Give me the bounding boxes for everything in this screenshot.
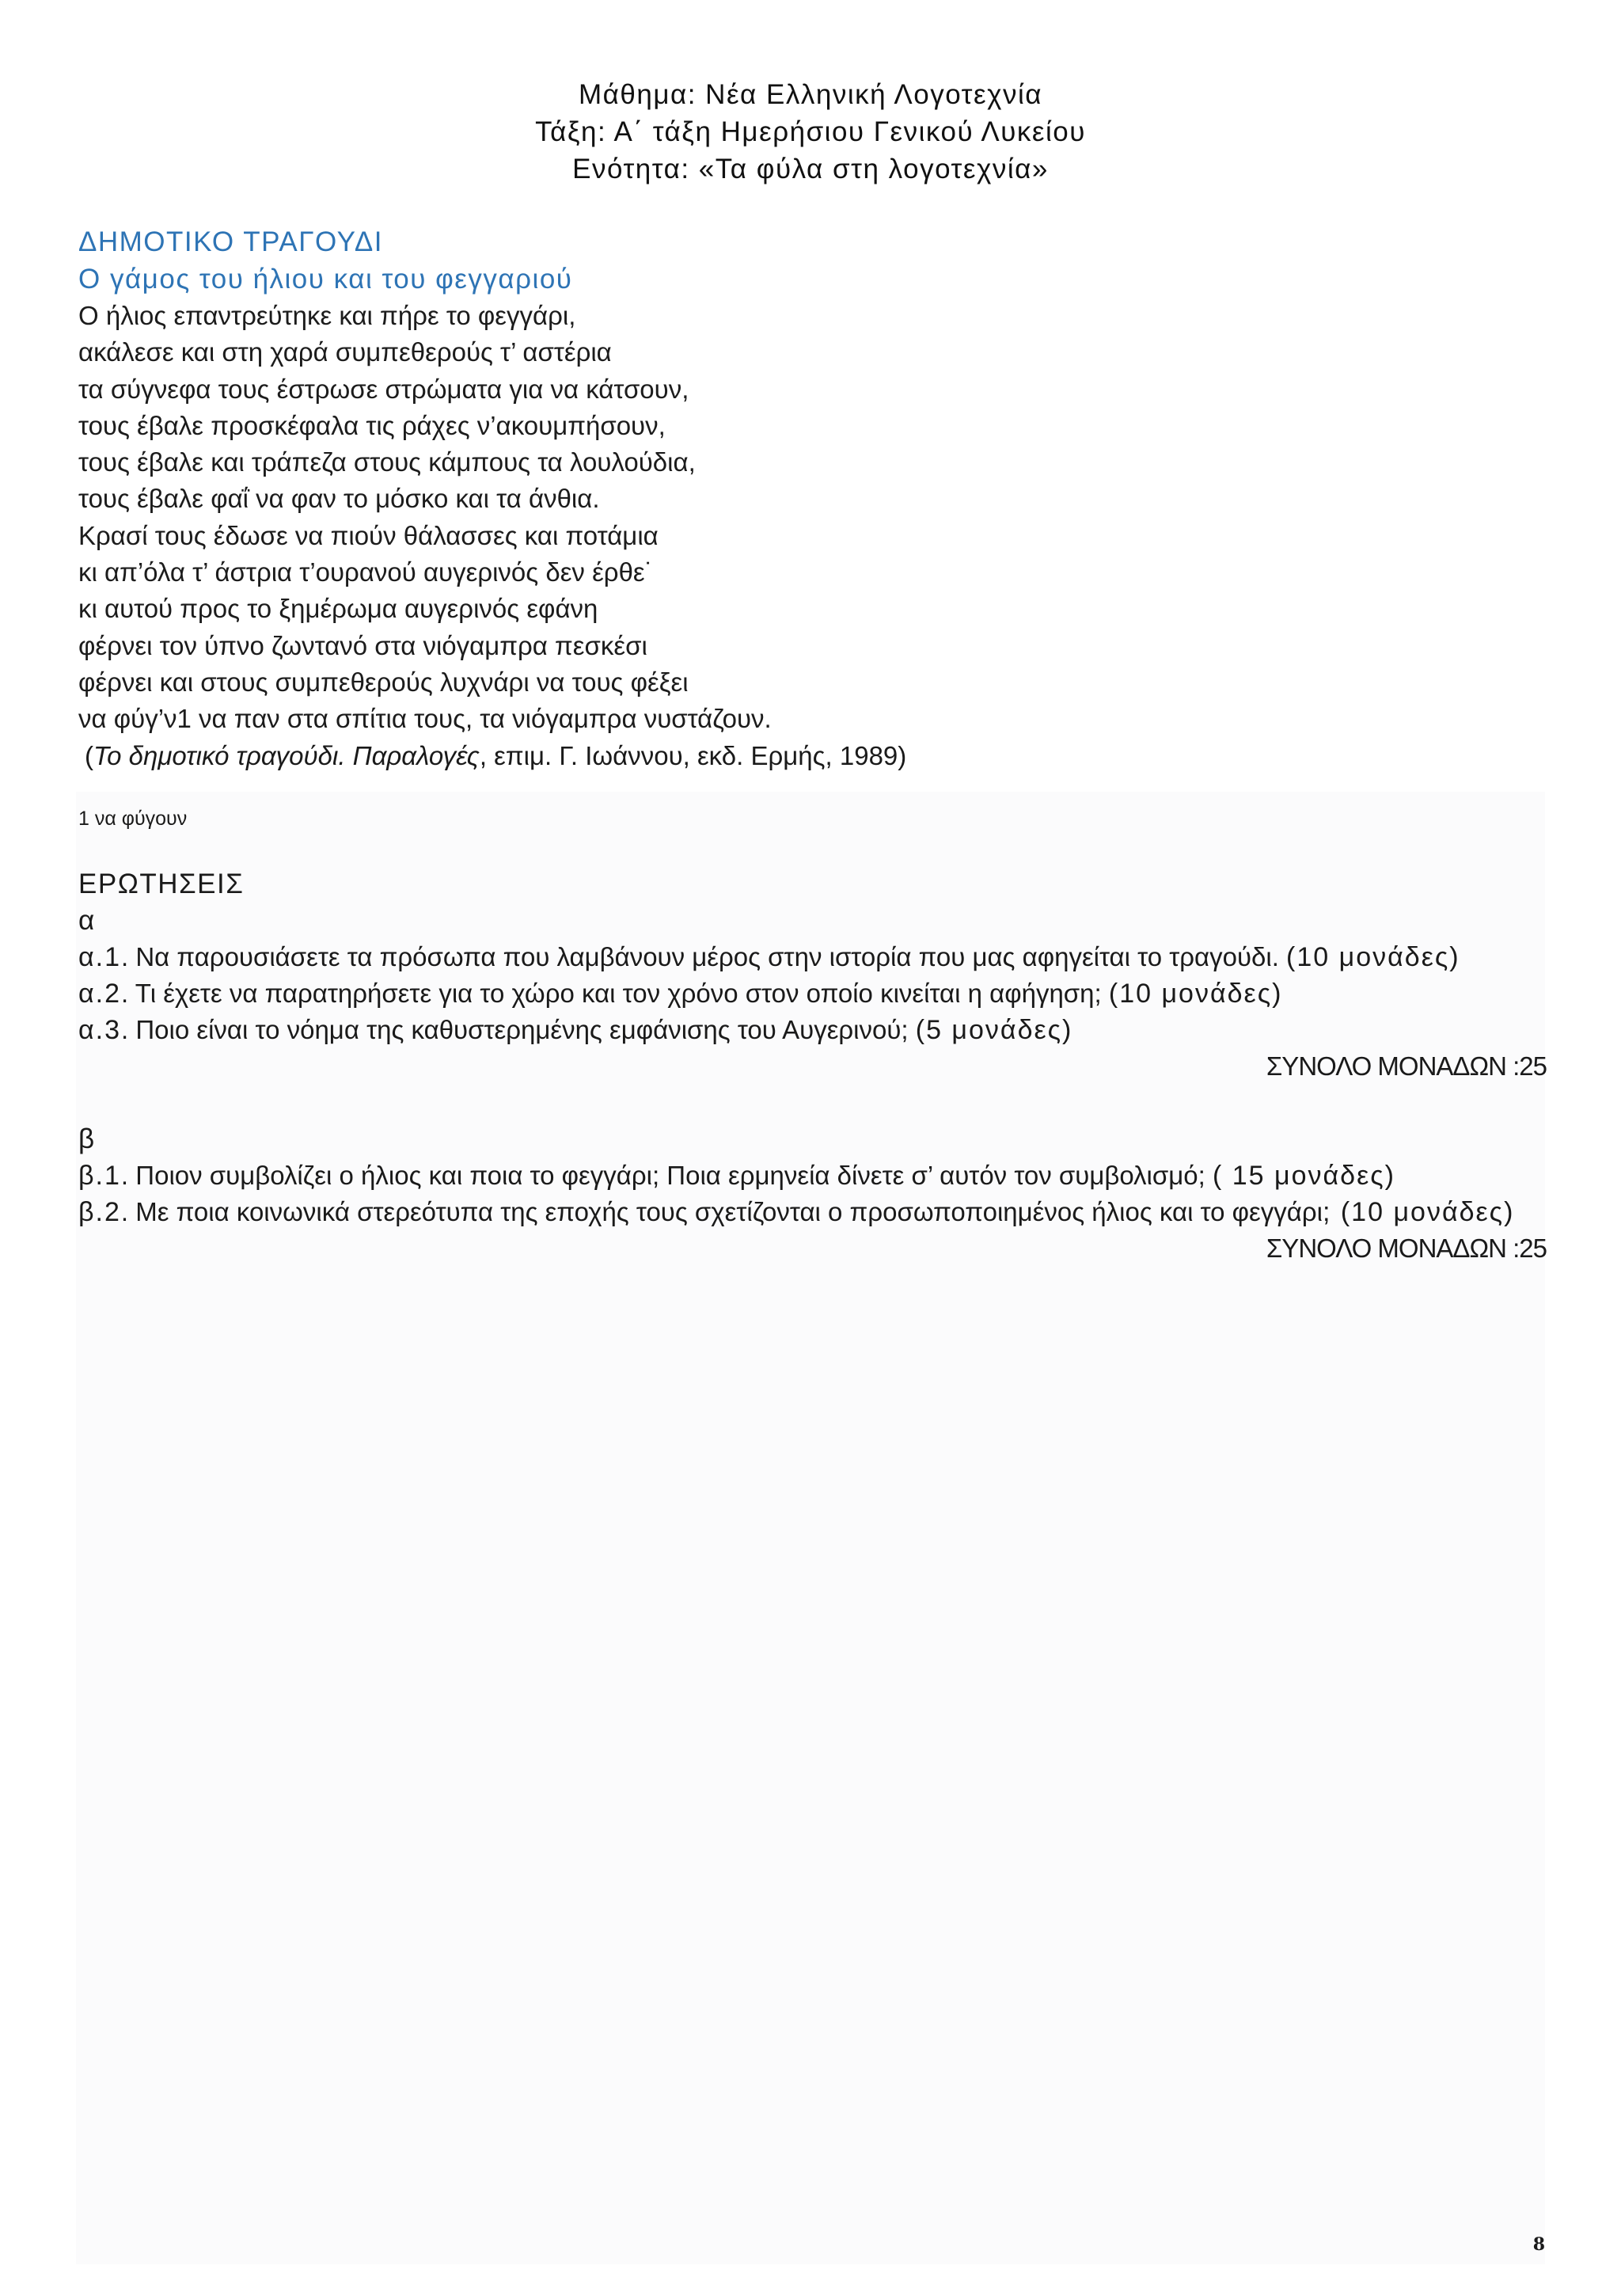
class-line: Τάξη: Α΄ τάξη Ημερήσιου Γενικού Λυκείου — [535, 116, 1086, 147]
document-body — [78, 223, 1547, 1267]
poem-line: ακάλεσε και στη χαρά συμπεθερούς τ’ αστέρια — [78, 337, 612, 367]
poem-line: Κρασί τους έδωσε να πιούν θάλασσες και ποτάμια — [78, 520, 659, 550]
subject-line: Μάθημα: Νέα Ελληνική Λογοτεχνία — [579, 79, 1042, 110]
poem-genre: ΔΗΜΟΤΙΚΟ ΤΡΑΓΟΥΔΙ — [78, 226, 383, 257]
source-details: , επιμ. Γ. Ιωάννου, εκδ. Ερμής, 1989) — [479, 740, 907, 770]
unit-line: Ενότητα: «Τα φύλα στη λογοτεχνία» — [572, 154, 1049, 184]
document-header — [0, 76, 1621, 188]
question-points: ; (10 μονάδες) — [1322, 1196, 1515, 1227]
question-number: α.3 — [78, 1014, 122, 1045]
question-number: α.1 — [78, 941, 122, 972]
source-open: ( — [85, 740, 93, 770]
questions-heading: ΕΡΩΤΗΣΕΙΣ — [78, 868, 245, 899]
question-b2 — [78, 1194, 1547, 1230]
poem-line: φέρνει τον ύπνο ζωντανό στα νιόγαμπρα πεσκέσι — [78, 630, 647, 660]
question-a2 — [78, 975, 1547, 1012]
poem-line: να φύγ’ν1 να παν στα σπίτια τους, τα νιόγαμπρα νυστάζουν. — [78, 704, 772, 734]
poem-line: τους έβαλε προσκέφαλα τις ράχες ν’ακουμπήσουν, — [78, 410, 666, 440]
question-text: . Ποιον συμβολίζει ο ήλιος και ποια το φεγγάρι; Ποια ερμηνεία δίνετε σ’ αυτόν τον συμβολισμό; — [120, 1160, 1213, 1190]
section-b-letter: β — [78, 1123, 95, 1154]
poem-line: τους έβαλε φαΐ να φαν το μόσκο και τα άνθια. — [78, 484, 600, 514]
question-number: β.2 — [78, 1196, 121, 1227]
question-text: . Να παρουσιάσετε τα πρόσωπα που λαμβάνουν μέρος στην ιστορία που μας αφηγείται το τραγούδι. — [121, 941, 1287, 971]
poem-line: τα σύγνεφα τους έστρωσε στρώματα για να κάτσουν, — [78, 374, 689, 404]
poem-line: Ο ήλιος επαντρεύτηκε και πήρε το φεγγάρι, — [78, 301, 576, 330]
question-number: α.2 — [78, 978, 122, 1009]
section-a-letter: α — [78, 904, 95, 936]
question-points: ( 15 μονάδες) — [1212, 1160, 1395, 1191]
poem-text — [78, 298, 1547, 774]
poem-source — [78, 738, 1547, 774]
section-a-total: ΣΥΝΟΛΟ ΜΟΝΑΔΩΝ :25 — [1266, 1051, 1547, 1081]
footnote: 1 να φύγουν — [78, 807, 188, 830]
source-title: Το δημοτικό τραγούδι. Παραλογές — [93, 740, 480, 770]
poem-line: φέρνει και στους συμπεθερούς λυχνάρι να τους φέξει — [78, 667, 689, 697]
question-points: (10 μονάδες) — [1286, 941, 1460, 972]
question-a3 — [78, 1012, 1547, 1048]
question-points: (10 μονάδες) — [1108, 978, 1283, 1009]
question-number: β.1 — [78, 1160, 121, 1191]
question-b1 — [78, 1158, 1547, 1194]
page-number: 8 — [1532, 2234, 1545, 2255]
question-text: . Τι έχετε να παρατηρήσετε για το χώρο και τον χρόνο στον οποίο κινείται η αφήγηση; — [121, 978, 1109, 1008]
question-text: . Ποιο είναι το νόημα της καθυστερημένης εμφάνισης του Αυγερινού; — [121, 1014, 916, 1044]
question-points: (5 μονάδες) — [915, 1014, 1073, 1045]
poem-line: τους έβαλε και τράπεζα στους κάμπους τα λουλούδια, — [78, 447, 696, 477]
question-a1 — [78, 939, 1547, 975]
poem-line: κι απ’όλα τ’ άστρια τ’ουρανού αυγερινός δεν έρθε˙ — [78, 557, 654, 587]
poem-line: κι αυτού προς το ξημέρωμα αυγερινός εφάνη — [78, 594, 598, 624]
poem-title: Ο γάμος του ήλιου και του φεγγαριού — [78, 264, 573, 295]
section-b-total: ΣΥΝΟΛΟ ΜΟΝΑΔΩΝ :25 — [1266, 1233, 1547, 1263]
section-spacer — [78, 1085, 1547, 1121]
question-text: . Με ποια κοινωνικά στερεότυπα της εποχής τους σχετίζονται ο προσωποποιημένος ήλιος και το φεγγάρι — [120, 1196, 1323, 1226]
